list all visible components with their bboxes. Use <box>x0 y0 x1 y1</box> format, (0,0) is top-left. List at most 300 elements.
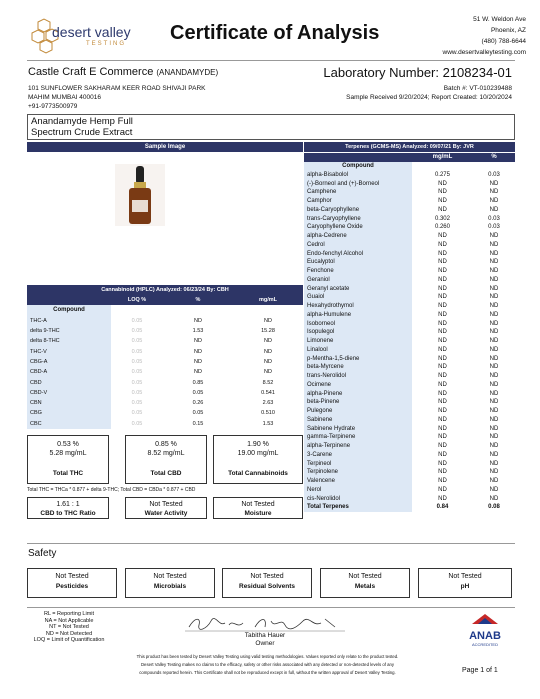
table-row <box>304 206 515 215</box>
microbials-box <box>125 568 215 598</box>
value-pct: ND <box>489 250 499 257</box>
compound-name: THC-V <box>27 346 111 356</box>
ph-box <box>418 568 512 598</box>
value-pct: ND <box>489 241 499 248</box>
compound-name: Isopulegol <box>304 328 412 337</box>
client-name-text: Castle Craft E Commerce <box>28 66 154 78</box>
total-cannabinoids-pct: 1.90 % <box>247 441 269 448</box>
table-row <box>304 302 515 311</box>
pesticides-label: Pesticides <box>55 583 89 590</box>
metals-value: Not Tested <box>348 573 382 580</box>
total-thc-box <box>27 435 109 484</box>
compound-name: CBC <box>27 419 111 429</box>
total-cbd-box <box>125 435 207 484</box>
logo-name: desert valley <box>52 24 131 40</box>
compound-name: Fenchone <box>304 267 412 276</box>
moisture-label: Moisture <box>244 510 272 517</box>
terpenes-header: Terpenes (GCMS-MS) Analyzed: 09/07/21 By: JVR <box>304 142 515 152</box>
table-row <box>304 171 515 180</box>
value-mgml: ND <box>438 478 447 485</box>
compound-name: 3-Carene <box>304 451 412 460</box>
residual-solvents-value: Not Tested <box>250 573 284 580</box>
compound-name: Cedrol <box>304 241 412 250</box>
value-pct: ND <box>489 285 499 292</box>
table-row <box>304 486 515 495</box>
signatory-name: Tabitha Hauer <box>244 632 286 639</box>
value-pct: ND <box>194 317 202 324</box>
client-name <box>28 66 218 78</box>
disclaimer-line: This product has been tested by Desert Valley Testing using valid testing methodologies. Values reported only relate to the product tested. <box>136 654 399 659</box>
value-loq: 0.05 <box>131 358 143 365</box>
compound-name: alpha-Bisabolol <box>304 171 412 180</box>
value-pct: ND <box>489 320 499 327</box>
compound-name: Total Terpenes <box>304 503 412 512</box>
total-cbd-mgml: 8.52 mg/mL <box>147 450 185 457</box>
cannabinoid-table <box>27 295 303 429</box>
batch-number: Batch #: VT-010239488 <box>443 85 512 92</box>
pesticides-value: Not Tested <box>55 573 89 580</box>
table-row <box>304 398 515 407</box>
water-activity-box <box>125 497 207 519</box>
client-address-line: 101 SUNFLOWER SAKHARAM KEER ROAD SHIVAJI PARK <box>28 85 206 92</box>
compound-name: trans-Caryophyllene <box>304 214 412 223</box>
terpenes-column-headers <box>304 153 515 162</box>
value-mgml: ND <box>438 364 447 371</box>
table-row <box>304 354 515 363</box>
value-loq: 0.05 <box>131 379 143 386</box>
value-pct: ND <box>194 348 202 355</box>
table-row <box>304 468 515 477</box>
value-mgml: ND <box>264 317 272 324</box>
value-pct: ND <box>489 259 499 266</box>
table-row <box>304 293 515 302</box>
ratio-box <box>27 497 109 519</box>
value-mgml: ND <box>438 320 447 327</box>
value-pct: ND <box>194 358 202 365</box>
total-thc-pct: 0.53 % <box>57 441 79 448</box>
compound-name: Terpineol <box>304 459 412 468</box>
table-row <box>304 197 515 206</box>
abbreviation-legend <box>30 611 108 644</box>
ratio-value: 1.61 : 1 <box>56 501 80 508</box>
compound-name: Guaiol <box>304 293 412 302</box>
compound-name: CBG <box>27 408 111 418</box>
table-row <box>304 494 515 503</box>
value-pct: ND <box>489 408 499 415</box>
value-pct: ND <box>194 338 202 345</box>
compound-name: Camphor <box>304 197 412 206</box>
compound-name: CBG-A <box>27 357 111 367</box>
metals-box <box>320 568 410 598</box>
compound-name: Pulegone <box>304 407 412 416</box>
compound-name: Ocimene <box>304 381 412 390</box>
disclaimer-line: compounds reported herein. This Certificate shall not be reproduced except in full, without the written approval of Desert Valley Testing. <box>139 670 396 675</box>
compound-name: Geraniol <box>304 276 412 285</box>
lab-logo <box>28 14 138 56</box>
value-pct: ND <box>489 416 499 423</box>
client-address <box>28 84 205 111</box>
disclaimer-line: Desert Valley Testing makes no claims to the efficacy, safety or other risks associated with any detected or non-detected levels of any <box>140 662 395 667</box>
col-mgml: mg/mL <box>258 297 278 304</box>
value-mgml: ND <box>264 358 272 365</box>
value-pct: ND <box>489 206 499 213</box>
value-mgml: 8.52 <box>262 379 274 386</box>
compound-name: cis-Nerolidol <box>304 494 412 503</box>
compound-name: Hexahydrothymol <box>304 302 412 311</box>
legend-line: LOQ = Limit of Quantification <box>33 637 105 643</box>
sample-image <box>115 164 165 226</box>
value-mgml: ND <box>264 369 272 376</box>
compound-name: Endo-fenchyl Alcohol <box>304 249 412 258</box>
table-row <box>304 319 515 328</box>
value-pct: ND <box>489 276 499 283</box>
value-loq: 0.05 <box>131 369 143 376</box>
table-row <box>304 267 515 276</box>
compound-name: Sabinene Hydrate <box>304 424 412 433</box>
value-pct: ND <box>489 338 499 345</box>
value-pct: 0.15 <box>192 420 204 427</box>
table-row <box>27 367 303 377</box>
value-pct: ND <box>489 399 499 406</box>
batch-info <box>346 84 512 102</box>
anab-mark-icon <box>470 612 500 626</box>
value-pct: ND <box>489 381 499 388</box>
product-name-line: Spectrum Crude Extract <box>31 127 133 138</box>
compound-name: Sabinene <box>304 416 412 425</box>
address-line: www.desertvalleytesting.com <box>442 49 526 56</box>
compound-name: alpha-Humulene <box>304 311 412 320</box>
terpenes-total-row <box>304 503 515 512</box>
value-mgml: ND <box>438 416 447 423</box>
pesticides-box <box>27 568 117 598</box>
value-loq: 0.05 <box>131 317 143 324</box>
value-loq: 0.05 <box>131 338 143 345</box>
value-mgml: ND <box>438 303 447 310</box>
table-row <box>27 408 303 418</box>
anab-logo <box>460 612 510 647</box>
value-mgml: ND <box>438 486 447 493</box>
value-mgml: ND <box>438 346 447 353</box>
compound-name: alpha-Terpinene <box>304 442 412 451</box>
value-mgml: ND <box>438 233 447 240</box>
divider <box>27 60 515 61</box>
value-mgml: ND <box>438 180 447 187</box>
col-mgml: mg/mL <box>432 154 453 161</box>
table-row <box>304 223 515 232</box>
compound-name: CBD-A <box>27 367 111 377</box>
table-row <box>304 442 515 451</box>
table-row <box>304 389 515 398</box>
value-pct: 0.05 <box>192 389 204 396</box>
value-mgml: 0.260 <box>434 224 450 231</box>
value-pct: ND <box>489 390 499 397</box>
table-row <box>304 372 515 381</box>
value-loq: 0.05 <box>131 420 143 427</box>
value-mgml: ND <box>438 355 447 362</box>
total-thc-mgml: 5.28 mg/mL <box>49 450 87 457</box>
value-mgml: 0.510 <box>261 410 275 417</box>
value-pct: ND <box>489 346 499 353</box>
legend-line: RL = Reporting Limit <box>43 611 95 617</box>
value-pct: ND <box>489 233 499 240</box>
table-row <box>304 346 515 355</box>
residual-solvents-box <box>222 568 312 598</box>
compound-name: Valencene <box>304 477 412 486</box>
moisture-value: Not Tested <box>241 501 275 508</box>
value-pct: ND <box>489 451 499 458</box>
table-row <box>304 433 515 442</box>
value-mgml: ND <box>438 241 447 248</box>
address-line: Phoenix, AZ <box>490 27 526 34</box>
value-mgml: ND <box>438 443 447 450</box>
table-row <box>27 377 303 387</box>
value-pct: ND <box>489 311 499 318</box>
ratio-label: CBD to THC Ratio <box>40 510 96 517</box>
legend-line: NT = Not Tested <box>49 624 89 630</box>
table-row <box>304 311 515 320</box>
sample-image-header: Sample Image <box>27 142 303 152</box>
value-mgml: 0.541 <box>261 389 275 396</box>
total-cbd-values <box>126 440 206 458</box>
compound-name: beta-Caryophyllene <box>304 206 412 215</box>
value-pct: ND <box>489 180 499 187</box>
cannabinoid-column-headers <box>27 295 303 305</box>
value-mgml: 15.28 <box>261 328 275 335</box>
value-mgml: ND <box>438 434 447 441</box>
water-activity-label: Water Activity <box>144 510 188 517</box>
compound-name: delta 8-THC <box>27 336 111 346</box>
compound-name: CBD <box>27 377 111 387</box>
client-address-line: MAHIM MUMBAI 400016 <box>28 94 101 101</box>
ph-label: pH <box>460 583 470 590</box>
table-row <box>304 232 515 241</box>
compound-name: CBD-V <box>27 388 111 398</box>
value-mgml: ND <box>438 381 447 388</box>
value-mgml: 1.53 <box>262 420 274 427</box>
col-pct: % <box>195 297 201 304</box>
value-pct: 1.53 <box>192 328 204 335</box>
total-cannabinoids-values <box>214 440 302 458</box>
value-mgml: ND <box>438 451 447 458</box>
value-mgml: ND <box>438 469 447 476</box>
product-name-line: Anandamyde Hemp Full <box>31 116 133 127</box>
value-pct: ND <box>489 268 499 275</box>
compound-name: trans-Nerolidol <box>304 372 412 381</box>
table-row <box>304 188 515 197</box>
disclaimer <box>95 653 440 677</box>
compound-name: Linalool <box>304 346 412 355</box>
table-row <box>304 459 515 468</box>
value-pct: ND <box>489 434 499 441</box>
value-mgml: ND <box>438 294 447 301</box>
divider <box>27 543 515 544</box>
value-loq: 0.05 <box>131 328 143 335</box>
value-mgml: ND <box>438 198 447 205</box>
table-row <box>304 424 515 433</box>
signature <box>185 615 345 633</box>
compound-name: THC-A <box>27 316 111 326</box>
table-row <box>27 419 303 429</box>
value-pct: 0.26 <box>192 400 204 407</box>
value-pct: ND <box>489 329 499 336</box>
compound-name: Camphene <box>304 188 412 197</box>
microbials-label: Microbials <box>153 583 187 590</box>
compound-name: CBN <box>27 398 111 408</box>
col-compound: Compound <box>27 305 111 315</box>
table-row <box>304 276 515 285</box>
table-row <box>304 179 515 188</box>
value-mgml: ND <box>438 276 447 283</box>
divider <box>27 607 515 608</box>
cannabinoid-header: Cannabinoid (HPLC) Analyzed: 06/23/24 By: CBH <box>27 285 303 295</box>
col-compound: Compound <box>304 162 412 171</box>
table-row <box>27 346 303 356</box>
value-pct: ND <box>489 294 499 301</box>
value-pct: ND <box>489 364 499 371</box>
table-row <box>304 214 515 223</box>
value-pct: ND <box>489 373 499 380</box>
legend-line: NA = Not Applicable <box>44 617 94 624</box>
value-mgml: ND <box>438 206 447 213</box>
total-formula: Total THC = THCa * 0.877 + delta 9-THC; Total CBD = CBDa * 0.877 + CBD <box>27 487 196 493</box>
legend-line: ND = Not Detected <box>45 630 93 637</box>
value-mgml: ND <box>438 495 447 502</box>
table-row <box>304 284 515 293</box>
value-pct: ND <box>489 486 499 493</box>
address-line: (480) 788-6644 <box>481 38 526 45</box>
laboratory-number: Laboratory Number: 2108234-01 <box>323 65 512 80</box>
value-pct: ND <box>489 478 499 485</box>
report-dates: Sample Received 9/20/2024; Report Created: 10/20/2024 <box>346 94 512 101</box>
compound-name: Isoborneol <box>304 319 412 328</box>
client-code: (ANANDAMYDE) <box>156 68 219 77</box>
value-mgml: ND <box>438 259 447 266</box>
table-row <box>27 316 303 326</box>
table-row <box>304 241 515 250</box>
table-row <box>304 416 515 425</box>
compound-name: gamma-Terpinene <box>304 433 412 442</box>
table-row <box>27 336 303 346</box>
value-mgml: ND <box>438 425 447 432</box>
value-mgml: ND <box>438 311 447 318</box>
total-cannabinoids-label: Total Cannabinoids <box>228 470 288 477</box>
residual-solvents-label: Residual Solvents <box>239 583 295 590</box>
anab-sub: ACCREDITED <box>471 642 498 647</box>
value-pct: ND <box>489 443 499 450</box>
compound-name: delta 9-THC <box>27 326 111 336</box>
client-phone: +91-9773500979 <box>28 103 78 110</box>
value-mgml: 0.84 <box>436 504 449 511</box>
moisture-box <box>213 497 303 519</box>
signatory <box>210 632 320 648</box>
col-loq: LOQ % <box>127 297 147 304</box>
value-pct: ND <box>489 355 499 362</box>
value-loq: 0.05 <box>131 348 143 355</box>
table-row <box>304 407 515 416</box>
dropper-bottle-icon <box>115 164 165 226</box>
table-row <box>304 477 515 486</box>
compound-name: beta-Myrcene <box>304 363 412 372</box>
anab-text: ANAB <box>469 630 501 642</box>
value-pct: 0.08 <box>488 504 500 511</box>
page-number: Page 1 of 1 <box>462 667 498 674</box>
table-row <box>304 328 515 337</box>
value-pct: 0.03 <box>488 171 500 178</box>
compound-name: Terpinolene <box>304 468 412 477</box>
col-pct: % <box>491 154 497 161</box>
compound-name: p-Mentha-1,5-diene <box>304 354 412 363</box>
value-mgml: 2.63 <box>262 400 274 407</box>
table-row <box>27 398 303 408</box>
value-pct: ND <box>194 369 202 376</box>
value-pct: ND <box>489 189 499 196</box>
compound-name: (-)-Borneol and (+)-Borneol <box>304 179 412 188</box>
value-mgml: ND <box>438 373 447 380</box>
compound-name: Geranyl acetate <box>304 284 412 293</box>
value-pct: ND <box>489 469 499 476</box>
compound-name: Caryophyllene Oxide <box>304 223 412 232</box>
metals-label: Metals <box>354 583 376 590</box>
lab-address <box>443 14 526 58</box>
logo-sub: TESTING <box>86 41 127 47</box>
compound-name: beta-Pinene <box>304 398 412 407</box>
terpenes-compound-header <box>304 162 515 171</box>
page-title: Certificate of Analysis <box>170 22 380 44</box>
value-mgml: ND <box>438 338 447 345</box>
value-loq: 0.05 <box>131 410 143 417</box>
value-pct: 0.05 <box>192 410 204 417</box>
value-pct: ND <box>489 303 499 310</box>
compound-name: Nerol <box>304 486 412 495</box>
value-pct: ND <box>489 425 499 432</box>
value-pct: 0.03 <box>488 224 500 231</box>
table-row <box>27 357 303 367</box>
value-pct: ND <box>489 495 499 502</box>
table-row <box>304 451 515 460</box>
total-cbd-pct: 0.85 % <box>155 441 177 448</box>
water-activity-value: Not Tested <box>149 501 183 508</box>
value-mgml: ND <box>264 338 272 345</box>
compound-name: alpha-Pinene <box>304 389 412 398</box>
compound-name: alpha-Cedrene <box>304 232 412 241</box>
signatory-role: Owner <box>255 640 275 647</box>
value-loq: 0.05 <box>131 389 143 396</box>
value-mgml: ND <box>438 408 447 415</box>
product-name-box <box>27 114 515 140</box>
value-pct: 0.03 <box>488 215 500 222</box>
value-mgml: ND <box>438 329 447 336</box>
terpenes-table <box>304 153 515 512</box>
safety-title: Safety <box>28 548 57 559</box>
table-row <box>304 363 515 372</box>
value-mgml: 0.275 <box>434 171 450 178</box>
cannabinoid-compound-header <box>27 305 303 315</box>
total-thc-values <box>28 440 108 458</box>
total-cbd-label: Total CBD <box>150 470 182 477</box>
value-mgml: ND <box>438 390 447 397</box>
total-cannabinoids-mgml: 19.00 mg/mL <box>237 450 279 457</box>
total-cannabinoids-box <box>213 435 303 484</box>
table-row <box>304 258 515 267</box>
total-thc-label: Total THC <box>52 470 84 477</box>
value-pct: ND <box>489 198 499 205</box>
value-pct: ND <box>489 460 499 467</box>
table-row <box>304 337 515 346</box>
value-mgml: ND <box>438 285 447 292</box>
value-mgml: 0.302 <box>434 215 450 222</box>
compound-name: Limonene <box>304 337 412 346</box>
compound-name: Eucalyptol <box>304 258 412 267</box>
